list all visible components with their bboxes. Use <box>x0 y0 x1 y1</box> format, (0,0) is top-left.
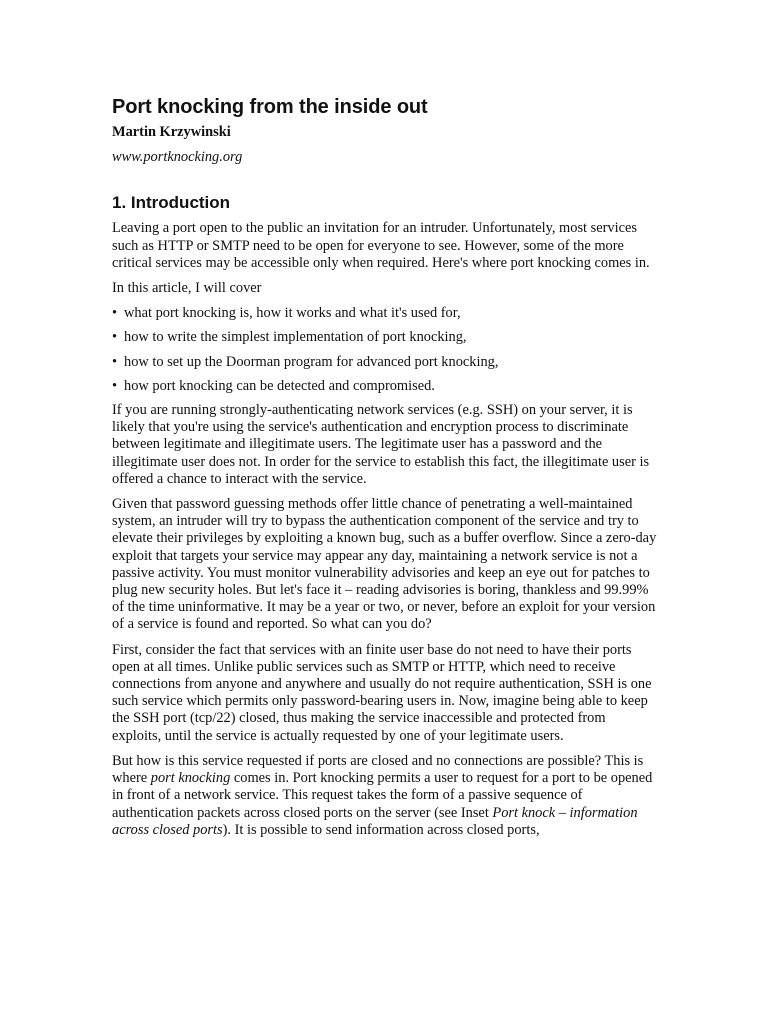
bullet-icon: • <box>112 305 118 322</box>
bullet-icon: • <box>112 353 118 370</box>
article-url: www.portknocking.org <box>112 149 243 166</box>
paragraph-6-text: comes in. Port knocking permits a user to request for a port to be opened in front of a network service. This request takes the form of a passive sequence of authentication packets across closed ports on the server (see Inset <box>112 770 653 821</box>
topics-list <box>112 305 658 395</box>
list-item-text: what port knocking is, how it works and what it's used for, <box>124 305 461 322</box>
section-heading-introduction: 1. Introduction <box>112 193 231 213</box>
paragraph-3: If you are running strongly-authenticating network services (e.g. SSH) on your server, it is likely that you're using the service's authentication and encryption process to discriminate between legitimate and illegitimate users. The legitimate user has a password and the illegitimate user does not. In order for the service to establish this fact, the illegitimate user is offered a chance to interact with the service. <box>112 402 650 487</box>
article-author: Martin Krzywinski <box>112 124 231 140</box>
document-page <box>112 94 658 847</box>
paragraph-6-text: ). It is possible to send information across closed ports, <box>222 821 540 838</box>
list-item-text: how port knocking can be detected and compromised. <box>124 377 435 394</box>
list-item <box>112 378 658 395</box>
list-item-text: how to set up the Doorman program for advanced port knocking, <box>124 353 499 370</box>
paragraph-6 <box>112 753 658 839</box>
bullet-icon: • <box>112 377 118 394</box>
paragraph-1: Leaving a port open to the public an invitation for an intruder. Unfortunately, most services such as HTTP or SMTP need to be open for everyone to see. However, some of the more critical services may be accessible only when required. Here's where port knocking comes in. <box>112 220 650 271</box>
article-title: Port knocking from the inside out <box>112 96 428 118</box>
list-item-text: how to write the simplest implementation of port knocking, <box>124 329 467 346</box>
paragraph-4: Given that password guessing methods offer little chance of penetrating a well-maintained system, an intruder will try to bypass the authentication component of the service and try to elevate their privileges by exploiting a known bug, such as a buffer overflow. Since a zero-day exploit that targets your service may appear any day, maintaining a network service is not a passive activity. You must monitor vulnerability advisories and keep an eye out for patches to plug new security holes. But let's face it – reading advisories is boring, thankless and 99.99% of the time uninformative. It may be a year or two, or never, before an exploit for your version of a service is found and reported. So what can you do? <box>112 496 657 633</box>
emphasis-port-knocking: port knocking <box>150 770 231 787</box>
paragraph-6-text: But how is this service requested if ports are closed and no connections are possible? This is where <box>112 752 644 787</box>
bullet-icon: • <box>112 329 118 346</box>
emphasis-inset-title: Port knock – information across closed ports <box>112 804 638 838</box>
list-item <box>112 329 658 346</box>
paragraph-5: First, consider the fact that services with an finite user base do not need to have their ports open at all times. Unlike public services such as SMTP or HTTP, which need to receive connections from anyone and anywhere and usually do not require authentication, SSH is one such service which permits only password-bearing users in. Now, imagine being able to keep the SSH port (tcp/22) closed, thus making the service inaccessible and protected from exploits, until the service is actually requested by one of your legitimate users. <box>112 641 652 744</box>
paragraph-2: In this article, I will cover <box>112 280 262 297</box>
list-item <box>112 305 658 322</box>
list-item <box>112 354 658 371</box>
